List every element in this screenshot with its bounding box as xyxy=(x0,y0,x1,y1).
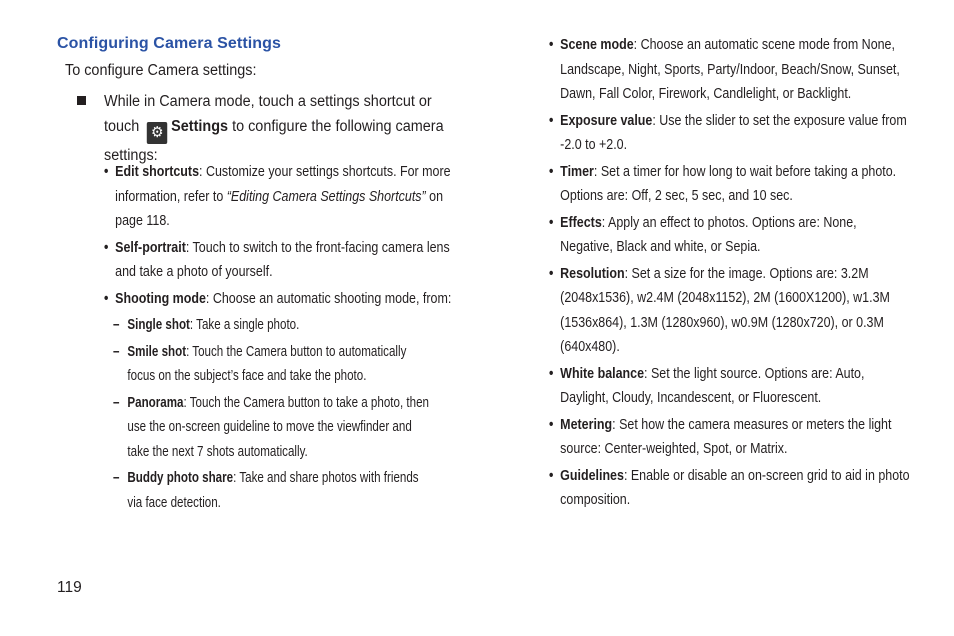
bullet-dot: • xyxy=(549,365,554,382)
dash-bullet: – xyxy=(113,343,120,360)
bullet-dot: • xyxy=(549,467,554,484)
sub-item-buddy-photo-share xyxy=(113,466,433,515)
bullet-dot: • xyxy=(104,164,109,180)
sub-item-text: : Take and share photos with friends via face detection. xyxy=(127,470,419,511)
sub-item-label: Panorama xyxy=(127,394,184,411)
bullet-dot: • xyxy=(104,239,109,256)
sub-item-label: Smile shot xyxy=(127,343,187,360)
item-text: : Use the slider to set the exposure value from -2.0 to +2.0. xyxy=(560,112,907,153)
item-text: : Set a timer for how long to wait before taking a photo. Options are: Off, 2 sec, 5 sec, and 10 sec. xyxy=(560,163,897,204)
bullet-dot: • xyxy=(549,112,554,129)
bullet-dot: • xyxy=(549,214,554,231)
sub-item-label: Buddy photo share xyxy=(127,470,234,486)
list-item-effects xyxy=(549,211,910,260)
item-text: : Touch to switch to the front-facing camera lens and take a photo of yourself. xyxy=(115,239,450,280)
bullet-dot: • xyxy=(549,37,554,53)
item-text: : Customize your settings shortcuts. For more information, refer to xyxy=(115,164,451,205)
item-label: Timer xyxy=(560,163,594,180)
list-item-scene-mode xyxy=(549,33,910,107)
section-heading: Configuring Camera Settings xyxy=(57,35,282,52)
square-bullet-icon xyxy=(77,96,86,105)
bullet-dot: • xyxy=(549,163,554,180)
bullet-dot: • xyxy=(549,265,554,282)
list-item-shooting-mode xyxy=(104,287,457,312)
list-item-resolution xyxy=(549,262,910,360)
item-label: Shooting mode xyxy=(115,290,206,307)
right-column-list xyxy=(549,33,910,515)
item-text: : Set how the camera measures or meters the light source: Center-weighted, Spot, or Matrix. xyxy=(560,416,892,457)
list-item-guidelines xyxy=(549,464,910,513)
instruction-text xyxy=(104,90,453,168)
item-label: Scene mode xyxy=(560,37,634,53)
item-text: : Choose an automatic scene mode from None, Landscape, Night, Sports, Party/Indoor, Beach/Snow, Sunset, Dawn, Fall Color, Firework, Candlelight, or Backlight. xyxy=(560,37,900,102)
sub-item-single-shot xyxy=(113,313,433,338)
dash-bullet: – xyxy=(113,317,120,333)
item-label: White balance xyxy=(560,365,645,382)
item-text: : Set a size for the image. Options are: 3.2M (2048x1536), w2.4M (2048x1152), 2M (1600X1200), w1.3M (1536x864), 1.3M (1280x960), w0.9M (1280x720), or 0.3M (640x480). xyxy=(560,265,890,355)
page-number: 119 xyxy=(57,579,82,596)
intro-text: To configure Camera settings: xyxy=(65,62,257,79)
item-label: Effects xyxy=(560,214,602,231)
instruction-part2: to configure the following camera settings: xyxy=(104,117,444,164)
item-label: Metering xyxy=(560,416,613,433)
item-text: : Apply an effect to photos. Options are: None, Negative, Black and white, or Sepia. xyxy=(560,214,857,255)
dash-bullet: – xyxy=(113,394,120,411)
shooting-mode-list xyxy=(113,313,433,517)
cross-reference-link[interactable]: “Editing Camera Settings Shortcuts” xyxy=(226,188,426,205)
sub-item-panorama xyxy=(113,391,433,465)
list-item-edit-shortcuts xyxy=(104,160,457,234)
bullet-dot: • xyxy=(104,290,109,307)
settings-label: Settings xyxy=(171,117,229,135)
item-tail: on page 118. xyxy=(115,188,444,229)
item-text: : Choose an automatic shooting mode, from: xyxy=(205,290,452,307)
sub-item-text: : Take a single photo. xyxy=(189,317,300,333)
list-item-exposure-value xyxy=(549,109,910,158)
sub-item-text: : Touch the Camera button to take a photo, then use the on-screen guideline to move the viewfinder and take the next 7 shots automatically. xyxy=(127,394,429,460)
dash-bullet: – xyxy=(113,470,120,486)
item-label: Edit shortcuts xyxy=(115,164,200,180)
item-text: : Set the light source. Options are: Auto, Daylight, Cloudy, Incandescent, or Fluorescent. xyxy=(560,365,865,406)
list-item-metering xyxy=(549,413,910,462)
sub-item-text: : Touch the Camera button to automatically focus on the subject’s face and take the photo. xyxy=(127,343,407,384)
list-item-timer xyxy=(549,160,910,209)
sub-item-smile-shot xyxy=(113,340,433,389)
sub-item-label: Single shot xyxy=(127,317,190,333)
gear-icon: ⚙ xyxy=(147,122,167,144)
bullet-dot: • xyxy=(549,416,554,433)
item-label: Resolution xyxy=(560,265,625,282)
left-column-list xyxy=(104,160,457,313)
instruction-part1: While in Camera mode, touch a settings shortcut or touch xyxy=(104,93,432,135)
list-item-self-portrait xyxy=(104,236,457,285)
item-label: Guidelines xyxy=(560,467,624,484)
item-label: Self-portrait xyxy=(115,239,186,256)
list-item-white-balance xyxy=(549,362,910,411)
item-label: Exposure value xyxy=(560,112,653,129)
item-text: : Enable or disable an on-screen grid to aid in photo composition. xyxy=(560,467,910,508)
